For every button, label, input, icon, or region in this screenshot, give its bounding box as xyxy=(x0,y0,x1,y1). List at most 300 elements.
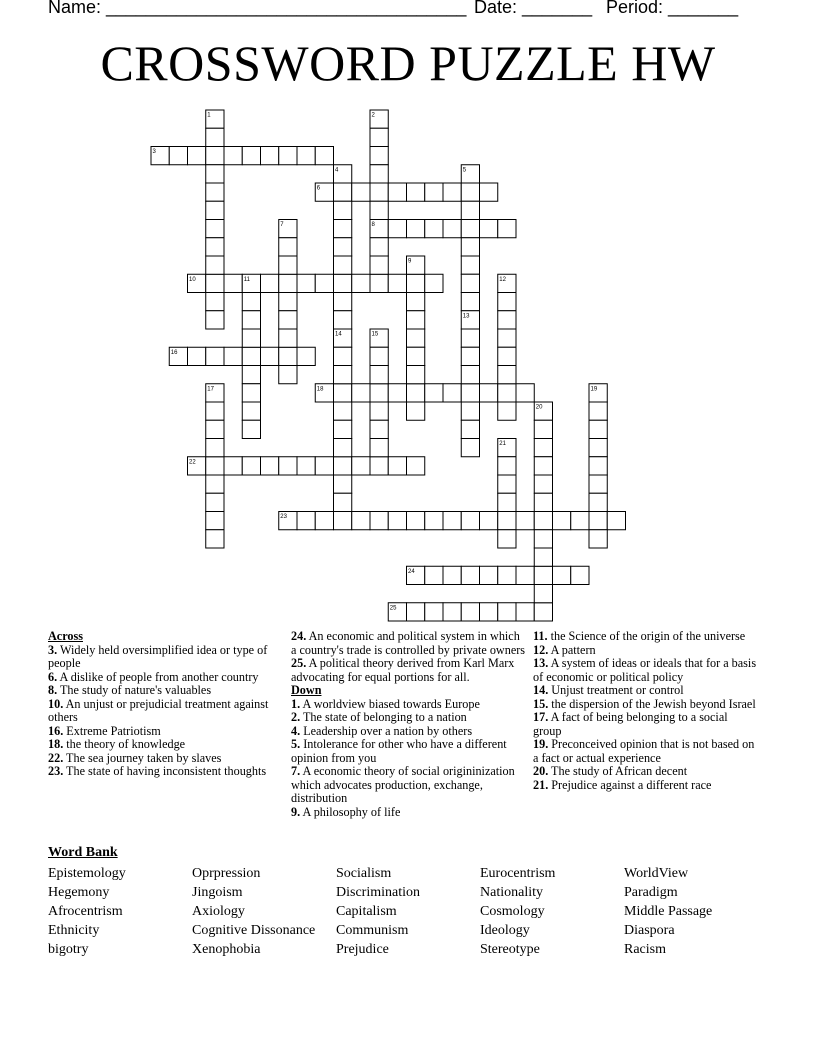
clue-text: An economic and political system in which a country's trade is controlled by private owners xyxy=(291,629,526,657)
grid-cell[interactable] xyxy=(461,366,479,384)
grid-cell[interactable] xyxy=(352,457,370,475)
grid-cell[interactable] xyxy=(425,566,443,584)
across-clue-list xyxy=(48,644,273,779)
grid-cell[interactable] xyxy=(206,439,224,457)
grid-cell[interactable] xyxy=(534,420,552,438)
grid-cell[interactable] xyxy=(206,493,224,511)
grid-cell[interactable] xyxy=(498,220,516,238)
clue-number: 5. xyxy=(291,737,301,751)
clue-number: 16. xyxy=(48,723,64,738)
grid-cell[interactable] xyxy=(370,384,388,402)
word-bank-column xyxy=(192,864,315,959)
grid-cell[interactable] xyxy=(206,512,224,530)
grid-cell[interactable] xyxy=(388,384,406,402)
clue-text: Unjust treatment or control xyxy=(548,683,684,697)
word-bank-word: Communism xyxy=(336,923,409,938)
grid-cell[interactable] xyxy=(388,274,406,292)
grid-cell[interactable] xyxy=(407,512,425,530)
grid-cell[interactable] xyxy=(498,457,516,475)
grid-cell[interactable] xyxy=(370,439,388,457)
grid-cell[interactable] xyxy=(206,420,224,438)
grid-cell[interactable] xyxy=(425,274,443,292)
grid-cell[interactable] xyxy=(206,128,224,146)
grid-cell[interactable] xyxy=(498,366,516,384)
grid-cell[interactable] xyxy=(461,603,479,621)
grid-cell[interactable] xyxy=(315,147,333,165)
clue-item xyxy=(291,630,526,657)
word-bank-word: Diaspora xyxy=(624,923,675,938)
grid-cell[interactable] xyxy=(206,220,224,238)
grid-cell[interactable] xyxy=(279,366,297,384)
grid-cell[interactable] xyxy=(516,512,534,530)
grid-cell[interactable] xyxy=(480,220,498,238)
grid-cell[interactable] xyxy=(461,220,479,238)
grid-cell[interactable] xyxy=(407,311,425,329)
word-bank-column xyxy=(624,864,712,959)
grid-cell[interactable] xyxy=(206,256,224,274)
grid-cell[interactable] xyxy=(206,457,224,475)
grid-cell[interactable] xyxy=(242,329,260,347)
word-bank-word: Middle Passage xyxy=(624,904,713,919)
word-bank-word: Ethnicity xyxy=(48,923,100,938)
grid-cell[interactable] xyxy=(534,530,552,548)
clue-text: A economic theory of social origininization which advocates production, exchange, distribution xyxy=(291,764,515,805)
grid-cell[interactable] xyxy=(261,274,279,292)
grid-cell[interactable] xyxy=(370,128,388,146)
clue-number: 11 xyxy=(243,276,250,283)
grid-cell[interactable] xyxy=(534,566,552,584)
grid-cell[interactable] xyxy=(242,457,260,475)
grid-cell[interactable] xyxy=(334,183,352,201)
grid-cell[interactable] xyxy=(279,347,297,365)
grid-cell[interactable] xyxy=(261,347,279,365)
grid-cell[interactable] xyxy=(461,566,479,584)
grid-cell[interactable] xyxy=(388,220,406,238)
clue-number: 12 xyxy=(499,276,506,283)
grid-cell[interactable] xyxy=(224,347,242,365)
grid-cell[interactable] xyxy=(334,457,352,475)
clue-number: 7. xyxy=(291,764,301,778)
clue-text: A fact of being belonging to a social group xyxy=(533,710,728,738)
grid-cell[interactable] xyxy=(352,512,370,530)
word-bank-title: Word Bank xyxy=(48,845,118,860)
grid-cell[interactable] xyxy=(553,512,571,530)
grid-cell[interactable] xyxy=(443,566,461,584)
grid-cell[interactable] xyxy=(461,512,479,530)
grid-cell[interactable] xyxy=(206,530,224,548)
grid-cell[interactable] xyxy=(443,183,461,201)
name-field-label: Name: ____________________________________ xyxy=(48,0,467,17)
grid-cell[interactable] xyxy=(334,274,352,292)
grid-cell[interactable] xyxy=(498,530,516,548)
grid-cell[interactable] xyxy=(425,220,443,238)
period-field-label: Period: _______ xyxy=(606,0,739,17)
grid-cell[interactable] xyxy=(498,566,516,584)
word-bank-word: Racism xyxy=(624,942,666,957)
grid-cell[interactable] xyxy=(388,457,406,475)
grid-cell[interactable] xyxy=(188,347,206,365)
grid-cell[interactable] xyxy=(206,165,224,183)
clue-number: 14. xyxy=(533,683,549,697)
grid-cell[interactable] xyxy=(334,402,352,420)
grid-cell[interactable] xyxy=(279,274,297,292)
grid-cell[interactable] xyxy=(242,147,260,165)
clue-item xyxy=(48,738,273,752)
down-heading: Down xyxy=(291,683,322,697)
grid-cell[interactable] xyxy=(534,439,552,457)
grid-cell[interactable] xyxy=(498,603,516,621)
grid-cell[interactable] xyxy=(334,439,352,457)
grid-cell[interactable] xyxy=(261,147,279,165)
clue-number: 20. xyxy=(533,764,549,778)
grid-cell[interactable] xyxy=(242,293,260,311)
grid-cell[interactable] xyxy=(498,329,516,347)
grid-cell[interactable] xyxy=(370,165,388,183)
grid-cell[interactable] xyxy=(242,311,260,329)
grid-cell[interactable] xyxy=(297,147,315,165)
clue-item xyxy=(48,765,273,779)
grid-cell[interactable] xyxy=(498,475,516,493)
grid-cell[interactable] xyxy=(334,311,352,329)
grid-cell[interactable] xyxy=(279,311,297,329)
grid-cell[interactable] xyxy=(498,402,516,420)
grid-cell[interactable] xyxy=(334,256,352,274)
grid-cell[interactable] xyxy=(461,293,479,311)
grid-cell[interactable] xyxy=(370,147,388,165)
grid-cell[interactable] xyxy=(534,475,552,493)
grid-cell[interactable] xyxy=(206,147,224,165)
clue-number: 11. xyxy=(533,629,548,643)
word-bank-word: Nationality xyxy=(480,885,543,900)
grid-cell[interactable] xyxy=(407,384,425,402)
clues-column-2 xyxy=(291,630,526,819)
clue-number: 15 xyxy=(371,331,379,338)
clue-item xyxy=(291,806,526,820)
clue-item xyxy=(291,738,526,765)
grid-cell[interactable] xyxy=(534,548,552,566)
grid-cell[interactable] xyxy=(188,147,206,165)
clue-item xyxy=(533,630,758,644)
clue-item xyxy=(291,657,526,684)
grid-cell[interactable] xyxy=(480,512,498,530)
grid-cell[interactable] xyxy=(461,201,479,219)
grid-cell[interactable] xyxy=(334,512,352,530)
grid-cell[interactable] xyxy=(206,475,224,493)
clue-number: 10 xyxy=(189,276,196,283)
clue-item xyxy=(48,752,273,766)
grid-cell[interactable] xyxy=(407,293,425,311)
clue-number: 7 xyxy=(280,222,284,228)
clue-text: The study of nature's valuables xyxy=(57,683,212,697)
word-bank-word: Cosmology xyxy=(480,904,545,919)
clue-number: 17. xyxy=(533,710,549,724)
clue-text: Widely held oversimplified idea or type of people xyxy=(48,642,268,670)
grid-cell[interactable] xyxy=(261,457,279,475)
clue-number: 23. xyxy=(48,764,64,778)
clue-text: The sea journey taken by slaves xyxy=(63,750,222,765)
grid-cell[interactable] xyxy=(206,293,224,311)
grid-cell[interactable] xyxy=(516,603,534,621)
clue-number: 4 xyxy=(335,167,339,174)
grid-cell[interactable] xyxy=(370,366,388,384)
grid-cell[interactable] xyxy=(407,274,425,292)
grid-cell[interactable] xyxy=(279,329,297,347)
grid-cell[interactable] xyxy=(279,293,297,311)
clue-number: 13 xyxy=(462,313,470,320)
grid-cell[interactable] xyxy=(334,420,352,438)
clue-number: 8. xyxy=(48,683,58,697)
word-bank-word: Discrimination xyxy=(336,885,420,900)
grid-cell[interactable] xyxy=(425,183,443,201)
grid-cell[interactable] xyxy=(589,475,607,493)
grid-cell[interactable] xyxy=(315,512,333,530)
clue-number: 3 xyxy=(152,149,156,155)
grid-cell[interactable] xyxy=(498,493,516,511)
grid-cell[interactable] xyxy=(480,566,498,584)
grid-cell[interactable] xyxy=(206,311,224,329)
grid-cell[interactable] xyxy=(206,274,224,292)
clue-text: Leadership over a nation by others xyxy=(300,723,473,738)
grid-cell[interactable] xyxy=(370,347,388,365)
grid-cell[interactable] xyxy=(370,402,388,420)
grid-cell[interactable] xyxy=(425,603,443,621)
grid-cell[interactable] xyxy=(224,457,242,475)
clue-item xyxy=(533,698,758,712)
grid-cell[interactable] xyxy=(480,603,498,621)
grid-cell[interactable] xyxy=(334,384,352,402)
word-bank-word: Axiology xyxy=(192,904,245,919)
word-bank-word: Epistemology xyxy=(48,866,126,881)
grid-cell[interactable] xyxy=(443,603,461,621)
grid-cell[interactable] xyxy=(334,475,352,493)
grid-cell[interactable] xyxy=(242,420,260,438)
grid-cell[interactable] xyxy=(571,512,589,530)
grid-cell[interactable] xyxy=(461,238,479,256)
grid-cell[interactable] xyxy=(443,384,461,402)
clue-item xyxy=(533,644,758,658)
grid-cell[interactable] xyxy=(407,329,425,347)
clue-number: 5 xyxy=(462,167,467,174)
word-bank-word: Hegemony xyxy=(48,885,110,900)
grid-cell[interactable] xyxy=(206,347,224,365)
grid-cell[interactable] xyxy=(407,220,425,238)
clue-item xyxy=(533,779,758,793)
clue-number: 15. xyxy=(533,696,549,711)
grid-cell[interactable] xyxy=(315,457,333,475)
grid-cell[interactable] xyxy=(206,201,224,219)
clue-item xyxy=(48,644,273,671)
grid-cell[interactable] xyxy=(461,347,479,365)
grid-cell[interactable] xyxy=(516,566,534,584)
grid-cell[interactable] xyxy=(498,512,516,530)
grid-cell[interactable] xyxy=(607,512,625,530)
clue-number: 3. xyxy=(48,642,58,657)
grid-cell[interactable] xyxy=(443,220,461,238)
clue-text: Preconceived opinion that is not based on a fact or actual experience xyxy=(533,737,755,765)
grid-cell[interactable] xyxy=(334,201,352,219)
clue-text: Extreme Patriotism xyxy=(63,723,161,738)
grid-cell[interactable] xyxy=(498,384,516,402)
clue-item xyxy=(533,711,758,738)
grid-cell[interactable] xyxy=(498,293,516,311)
word-bank-word: Afrocentrism xyxy=(48,904,123,919)
grid-cell[interactable] xyxy=(534,603,552,621)
grid-cell[interactable] xyxy=(334,293,352,311)
clue-number: 24 xyxy=(408,568,415,575)
clue-number: 21 xyxy=(499,441,506,447)
grid-cell[interactable] xyxy=(534,585,552,603)
clue-text: Prejudice against a different race xyxy=(548,777,712,792)
grid-cell[interactable] xyxy=(370,201,388,219)
grid-cell[interactable] xyxy=(589,457,607,475)
word-bank-word: Prejudice xyxy=(336,942,389,957)
clues-column-3 xyxy=(533,630,758,792)
word-bank-word: Socialism xyxy=(336,866,392,881)
grid-cell[interactable] xyxy=(370,457,388,475)
clue-number: 22. xyxy=(48,750,64,765)
grid-cell[interactable] xyxy=(407,402,425,420)
grid-cell[interactable] xyxy=(498,311,516,329)
word-bank-column xyxy=(480,864,555,959)
grid-cell[interactable] xyxy=(443,512,461,530)
clue-number: 22 xyxy=(189,459,196,466)
grid-cell[interactable] xyxy=(352,183,370,201)
grid-cell[interactable] xyxy=(297,512,315,530)
word-bank-word: WorldView xyxy=(624,866,689,881)
grid-cell[interactable] xyxy=(461,183,479,201)
clue-number: 18 xyxy=(316,386,324,393)
grid-cell[interactable] xyxy=(461,402,479,420)
grid-cell[interactable] xyxy=(589,439,607,457)
grid-cell[interactable] xyxy=(334,347,352,365)
grid-cell[interactable] xyxy=(534,493,552,511)
grid-cell[interactable] xyxy=(206,183,224,201)
grid-cell[interactable] xyxy=(370,274,388,292)
grid-cell[interactable] xyxy=(279,238,297,256)
grid-cell[interactable] xyxy=(407,366,425,384)
grid-cell[interactable] xyxy=(352,274,370,292)
grid-cell[interactable] xyxy=(315,274,333,292)
grid-cell[interactable] xyxy=(461,256,479,274)
clue-text: A system of ideas or ideals that for a basis of economic or political policy xyxy=(533,656,757,684)
grid-cell[interactable] xyxy=(407,347,425,365)
grid-cell[interactable] xyxy=(388,183,406,201)
clue-text: the Science of the origin of the universe xyxy=(547,629,746,643)
clue-number: 8 xyxy=(371,222,375,228)
clue-number: 14 xyxy=(335,331,342,338)
grid-cell[interactable] xyxy=(461,384,479,402)
grid-cell[interactable] xyxy=(589,420,607,438)
grid-cell[interactable] xyxy=(571,566,589,584)
grid-cell[interactable] xyxy=(169,147,187,165)
grid-cell[interactable] xyxy=(516,384,534,402)
grid-cell[interactable] xyxy=(407,603,425,621)
grid-cell[interactable] xyxy=(224,147,242,165)
word-bank-word: Ideology xyxy=(480,923,530,938)
grid-cell[interactable] xyxy=(480,384,498,402)
clue-item xyxy=(533,684,758,698)
clue-text: The study of African decent xyxy=(548,764,688,778)
grid-cell[interactable] xyxy=(279,147,297,165)
grid-cell[interactable] xyxy=(370,238,388,256)
grid-cell[interactable] xyxy=(589,402,607,420)
grid-cell[interactable] xyxy=(334,366,352,384)
word-bank-column xyxy=(48,864,126,959)
grid-cell[interactable] xyxy=(297,347,315,365)
grid-cell[interactable] xyxy=(334,493,352,511)
word-bank-word: Paradigm xyxy=(624,885,678,900)
grid-cell[interactable] xyxy=(370,183,388,201)
clue-text: A philosophy of life xyxy=(300,804,401,819)
grid-cell[interactable] xyxy=(553,566,571,584)
clue-number: 13. xyxy=(533,656,549,670)
grid-cell[interactable] xyxy=(534,512,552,530)
grid-cell[interactable] xyxy=(425,512,443,530)
grid-cell[interactable] xyxy=(534,457,552,475)
clue-number: 19 xyxy=(590,386,598,393)
clue-text: Intolerance for other who have a different opinion from you xyxy=(291,737,507,765)
grid-cell[interactable] xyxy=(224,274,242,292)
clue-text: The state of having inconsistent thoughts xyxy=(63,764,267,778)
grid-cell[interactable] xyxy=(425,384,443,402)
grid-cell[interactable] xyxy=(461,420,479,438)
word-bank-word: Stereotype xyxy=(480,942,540,957)
grid-cell[interactable] xyxy=(461,439,479,457)
grid-cell[interactable] xyxy=(589,530,607,548)
word-bank-word: Cognitive Dissonance xyxy=(192,923,316,938)
grid-cell[interactable] xyxy=(242,402,260,420)
grid-cell[interactable] xyxy=(370,420,388,438)
clue-number: 1. xyxy=(291,696,301,711)
grid-cell[interactable] xyxy=(297,457,315,475)
clue-item xyxy=(48,671,273,685)
clue-number: 12. xyxy=(533,642,549,657)
grid-cell[interactable] xyxy=(334,220,352,238)
date-field-label: Date: _______ xyxy=(474,0,593,17)
clue-number: 10. xyxy=(48,696,64,711)
grid-cell[interactable] xyxy=(279,256,297,274)
grid-cell[interactable] xyxy=(297,274,315,292)
grid-cell[interactable] xyxy=(498,347,516,365)
grid-cell[interactable] xyxy=(242,347,260,365)
grid-cell[interactable] xyxy=(407,183,425,201)
grid-cell[interactable] xyxy=(242,384,260,402)
grid-cell[interactable] xyxy=(206,238,224,256)
across-clue-list-continued xyxy=(291,630,526,684)
grid-cell[interactable] xyxy=(279,457,297,475)
grid-cell[interactable] xyxy=(242,366,260,384)
down-clue-list xyxy=(291,698,526,820)
grid-cell[interactable] xyxy=(589,512,607,530)
grid-cell[interactable] xyxy=(461,329,479,347)
clue-number: 9. xyxy=(291,804,301,819)
grid-cell[interactable] xyxy=(370,256,388,274)
grid-cell[interactable] xyxy=(206,402,224,420)
clue-text: A political theory derived from Karl Marx advocating for equal portions for all. xyxy=(291,656,515,684)
grid-cell[interactable] xyxy=(461,274,479,292)
clue-number: 17 xyxy=(207,386,214,393)
clue-item xyxy=(48,698,273,725)
grid-cell[interactable] xyxy=(407,457,425,475)
grid-cell[interactable] xyxy=(334,238,352,256)
grid-cell[interactable] xyxy=(352,384,370,402)
grid-cell[interactable] xyxy=(589,493,607,511)
word-bank-word: Xenophobia xyxy=(192,942,261,957)
grid-cell[interactable] xyxy=(388,512,406,530)
clue-number: 18. xyxy=(48,737,64,751)
grid-cell[interactable] xyxy=(480,183,498,201)
grid-cell[interactable] xyxy=(370,512,388,530)
